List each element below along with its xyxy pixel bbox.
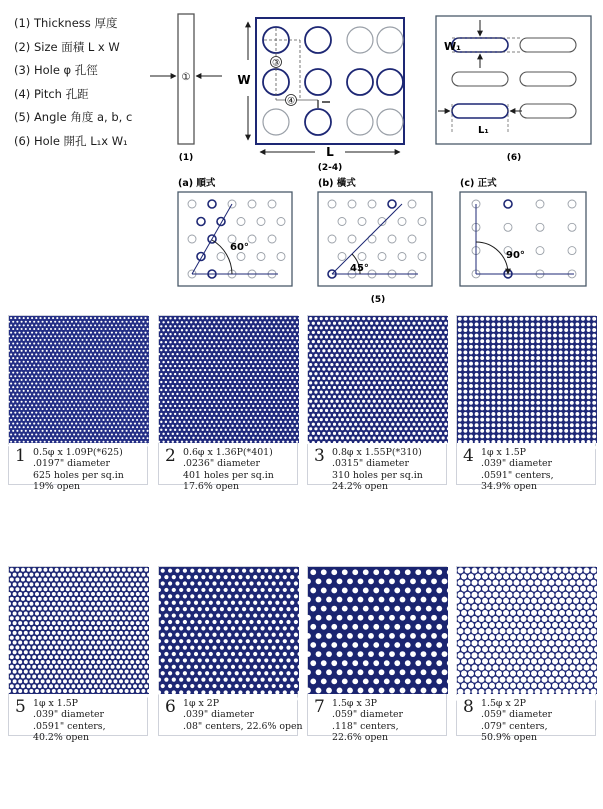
angle-a-holes [188, 200, 285, 278]
angle-hole [398, 253, 406, 261]
slot-hole [520, 38, 576, 52]
slot-diagram [436, 16, 591, 163]
grid-hole [347, 69, 373, 95]
swatch-spec-line: 0.6φ x 1.36P(*401) [183, 447, 273, 458]
slot-hole [520, 104, 576, 118]
legend-item-pitch: (4) Pitch 孔距 [14, 86, 89, 101]
swatch-spec-line: .0197" diameter [33, 458, 110, 470]
size-diagram [237, 18, 404, 173]
grid-hole [377, 109, 403, 135]
swatch-spec-line: .039" diameter [183, 709, 254, 721]
angle-hole [268, 235, 276, 243]
swatch-number: 7 [314, 697, 325, 717]
angle-hole [257, 253, 265, 261]
slot-caption: (6) [506, 153, 522, 163]
swatch-spec-line: 19% open [33, 481, 81, 493]
slot-plate [436, 16, 591, 144]
grid-hole [305, 69, 331, 95]
angle-hole [348, 235, 356, 243]
swatch-spec-line: 24.2% open [332, 481, 388, 493]
angle-hole [568, 223, 576, 231]
swatch-specs [33, 447, 124, 493]
swatch-spec-line: 1.5φ x 3P [332, 698, 377, 709]
thickness-diagram [150, 14, 222, 163]
swatch-card-5 [8, 566, 148, 744]
swatch-spec-line: .0591" centers, [33, 720, 106, 732]
swatch-spec-line: 401 holes per sq.in [183, 469, 274, 481]
angle-hole [504, 223, 512, 231]
angle-hole [188, 200, 196, 208]
swatch-spec-line: 625 holes per sq.in [33, 469, 124, 481]
hole-grid [263, 27, 403, 135]
swatch-spec-line: 40.2% open [33, 732, 89, 744]
perforation-pattern [9, 567, 149, 694]
swatch-spec-line: .059" diameter [332, 709, 403, 721]
angle-c-caption: (c) 正式 [460, 178, 497, 189]
perforation-pattern [159, 316, 299, 443]
angle-hole [277, 218, 285, 226]
angle-hole [568, 200, 576, 208]
perforation-pattern [457, 567, 597, 694]
angle-caption: (5) [370, 295, 386, 305]
angle-hole [257, 218, 265, 226]
legend-item-size: (2) Size 面積 L x W [14, 39, 120, 54]
swatch-spec-line: .039" diameter [481, 458, 552, 470]
swatch-number: 6 [165, 697, 176, 717]
swatch-card-6 [158, 566, 303, 736]
swatch-specs [183, 447, 274, 493]
swatch-spec-line: 17.6% open [183, 481, 239, 493]
swatch-specs [33, 698, 106, 744]
angle-hole [358, 218, 366, 226]
angle-hole [378, 253, 386, 261]
legend-item-thickness: (1) Thickness 厚度 [14, 16, 118, 30]
perforation-pattern [457, 316, 597, 443]
angle-hole [328, 235, 336, 243]
swatch-spec-line: 0.5φ x 1.09P(*625) [33, 447, 123, 458]
angle-hole [388, 235, 396, 243]
angle-diagram-a [178, 177, 292, 286]
slot-hole [452, 104, 508, 118]
angle-hole [368, 200, 376, 208]
angle-hole [408, 235, 416, 243]
swatch-specs [481, 698, 552, 744]
slot-w1-label: W₁ [444, 40, 461, 53]
angle-hole [217, 253, 225, 261]
slot-hole [520, 72, 576, 86]
legend-item-hole: (3) Hole φ 孔徑 [14, 63, 98, 78]
angle-hole [338, 253, 346, 261]
swatch-spec-line: 50.9% open [481, 732, 537, 744]
angle-hole [536, 247, 544, 255]
angle-hole [418, 253, 426, 261]
angle-diagram-b [318, 177, 432, 286]
swatch-spec-line: .0315" diameter [332, 458, 409, 470]
perforation-pattern [9, 316, 149, 443]
swatch-spec-line: .039" diameter [33, 709, 104, 721]
angle-hole [536, 200, 544, 208]
grid-hole [347, 109, 373, 135]
swatch-card-7 [307, 566, 447, 744]
size-w-label: W [237, 73, 251, 87]
grid-hole [347, 27, 373, 53]
swatch-card-8 [456, 566, 596, 744]
swatch-specs [481, 447, 554, 493]
swatch-spec-line: .0236" diameter [183, 458, 260, 470]
swatch-number: 2 [165, 446, 176, 466]
thickness-marker: ① [181, 72, 191, 83]
swatch-spec-line: 1φ x 1.5P [481, 447, 526, 458]
swatch-spec-line: .08" centers, 22.6% open [183, 720, 303, 732]
angle-hole [398, 218, 406, 226]
angle-hole [208, 200, 216, 208]
size-caption: (2-4) [317, 163, 343, 173]
angle-hole [504, 200, 512, 208]
hole-marker: ③ [271, 58, 281, 69]
angle-hole [568, 247, 576, 255]
swatch-spec-line: 0.8φ x 1.55P(*310) [332, 447, 422, 458]
swatch-spec-line: 34.9% open [481, 481, 537, 493]
angle-b-holes [328, 200, 426, 278]
angle-a-line [192, 204, 232, 274]
swatch-spec-line: .059" diameter [481, 709, 552, 721]
angle-hole [388, 200, 396, 208]
angle-c-arc [476, 242, 508, 274]
angle-hole [328, 200, 336, 208]
grid-hole [305, 109, 331, 135]
angle-hole [348, 200, 356, 208]
angle-a-caption: (a) 順式 [178, 178, 216, 189]
swatch-spec-line: 1.5φ x 2P [481, 698, 526, 709]
perforation-pattern [159, 567, 299, 694]
grid-hole [263, 109, 289, 135]
angle-hole [188, 235, 196, 243]
angle-hole [338, 218, 346, 226]
angle-b-caption: (b) 橫式 [318, 178, 356, 189]
angle-hole [197, 218, 205, 226]
perforation-pattern [308, 316, 448, 443]
swatch-number: 3 [314, 446, 325, 466]
angle-hole [536, 223, 544, 231]
slot-hole [452, 72, 508, 86]
angle-c-value: 90° [506, 250, 525, 261]
swatch-spec-line: .0591" centers, [481, 469, 554, 481]
size-l-label: L [326, 145, 334, 159]
perforation-pattern [308, 567, 448, 694]
grid-hole [377, 27, 403, 53]
angle-hole [268, 200, 276, 208]
swatch-specs [332, 698, 403, 744]
swatch-card-2 [158, 315, 298, 493]
angle-hole [358, 253, 366, 261]
swatch-number: 5 [15, 697, 26, 717]
legend-item-angle: (5) Angle 角度 a, b, c [14, 110, 133, 125]
angle-hole [237, 218, 245, 226]
swatch-card-3 [307, 315, 447, 493]
angle-hole [248, 235, 256, 243]
thickness-caption: (1) [178, 153, 194, 163]
angle-hole [248, 200, 256, 208]
swatch-spec-line: 310 holes per sq.in [332, 469, 423, 481]
spec-diagram [0, 0, 603, 310]
angle-a-value: 60° [230, 242, 249, 253]
angle-hole [418, 218, 426, 226]
swatch-number: 8 [463, 697, 474, 717]
swatch-card-1 [8, 315, 148, 493]
grid-hole [377, 69, 403, 95]
swatch-spec-line: 1φ x 2P [183, 698, 220, 709]
swatch-specs [183, 698, 303, 732]
grid-hole [263, 69, 289, 95]
swatch-number: 4 [463, 446, 474, 466]
swatch-spec-line: 22.6% open [332, 732, 388, 744]
swatch-number: 1 [15, 446, 26, 466]
swatch-card-4 [456, 315, 596, 493]
swatch-specs [332, 447, 423, 493]
pitch-marker: ④ [286, 96, 296, 107]
slot-l1-label: L₁ [478, 125, 489, 136]
angle-diagram-c [460, 177, 586, 286]
swatch-spec-line: 1φ x 1.5P [33, 698, 78, 709]
legend-item-slot: (6) Hole 開孔 L₁x W₁ [14, 133, 128, 148]
angle-hole [408, 200, 416, 208]
angle-c-holes [472, 200, 576, 278]
swatch-spec-line: .079" centers, [481, 720, 548, 732]
grid-hole [305, 27, 331, 53]
angle-hole [277, 253, 285, 261]
angle-hole [237, 253, 245, 261]
swatch-spec-line: .118" centers, [332, 720, 399, 732]
angle-b-value: 45° [350, 263, 369, 274]
